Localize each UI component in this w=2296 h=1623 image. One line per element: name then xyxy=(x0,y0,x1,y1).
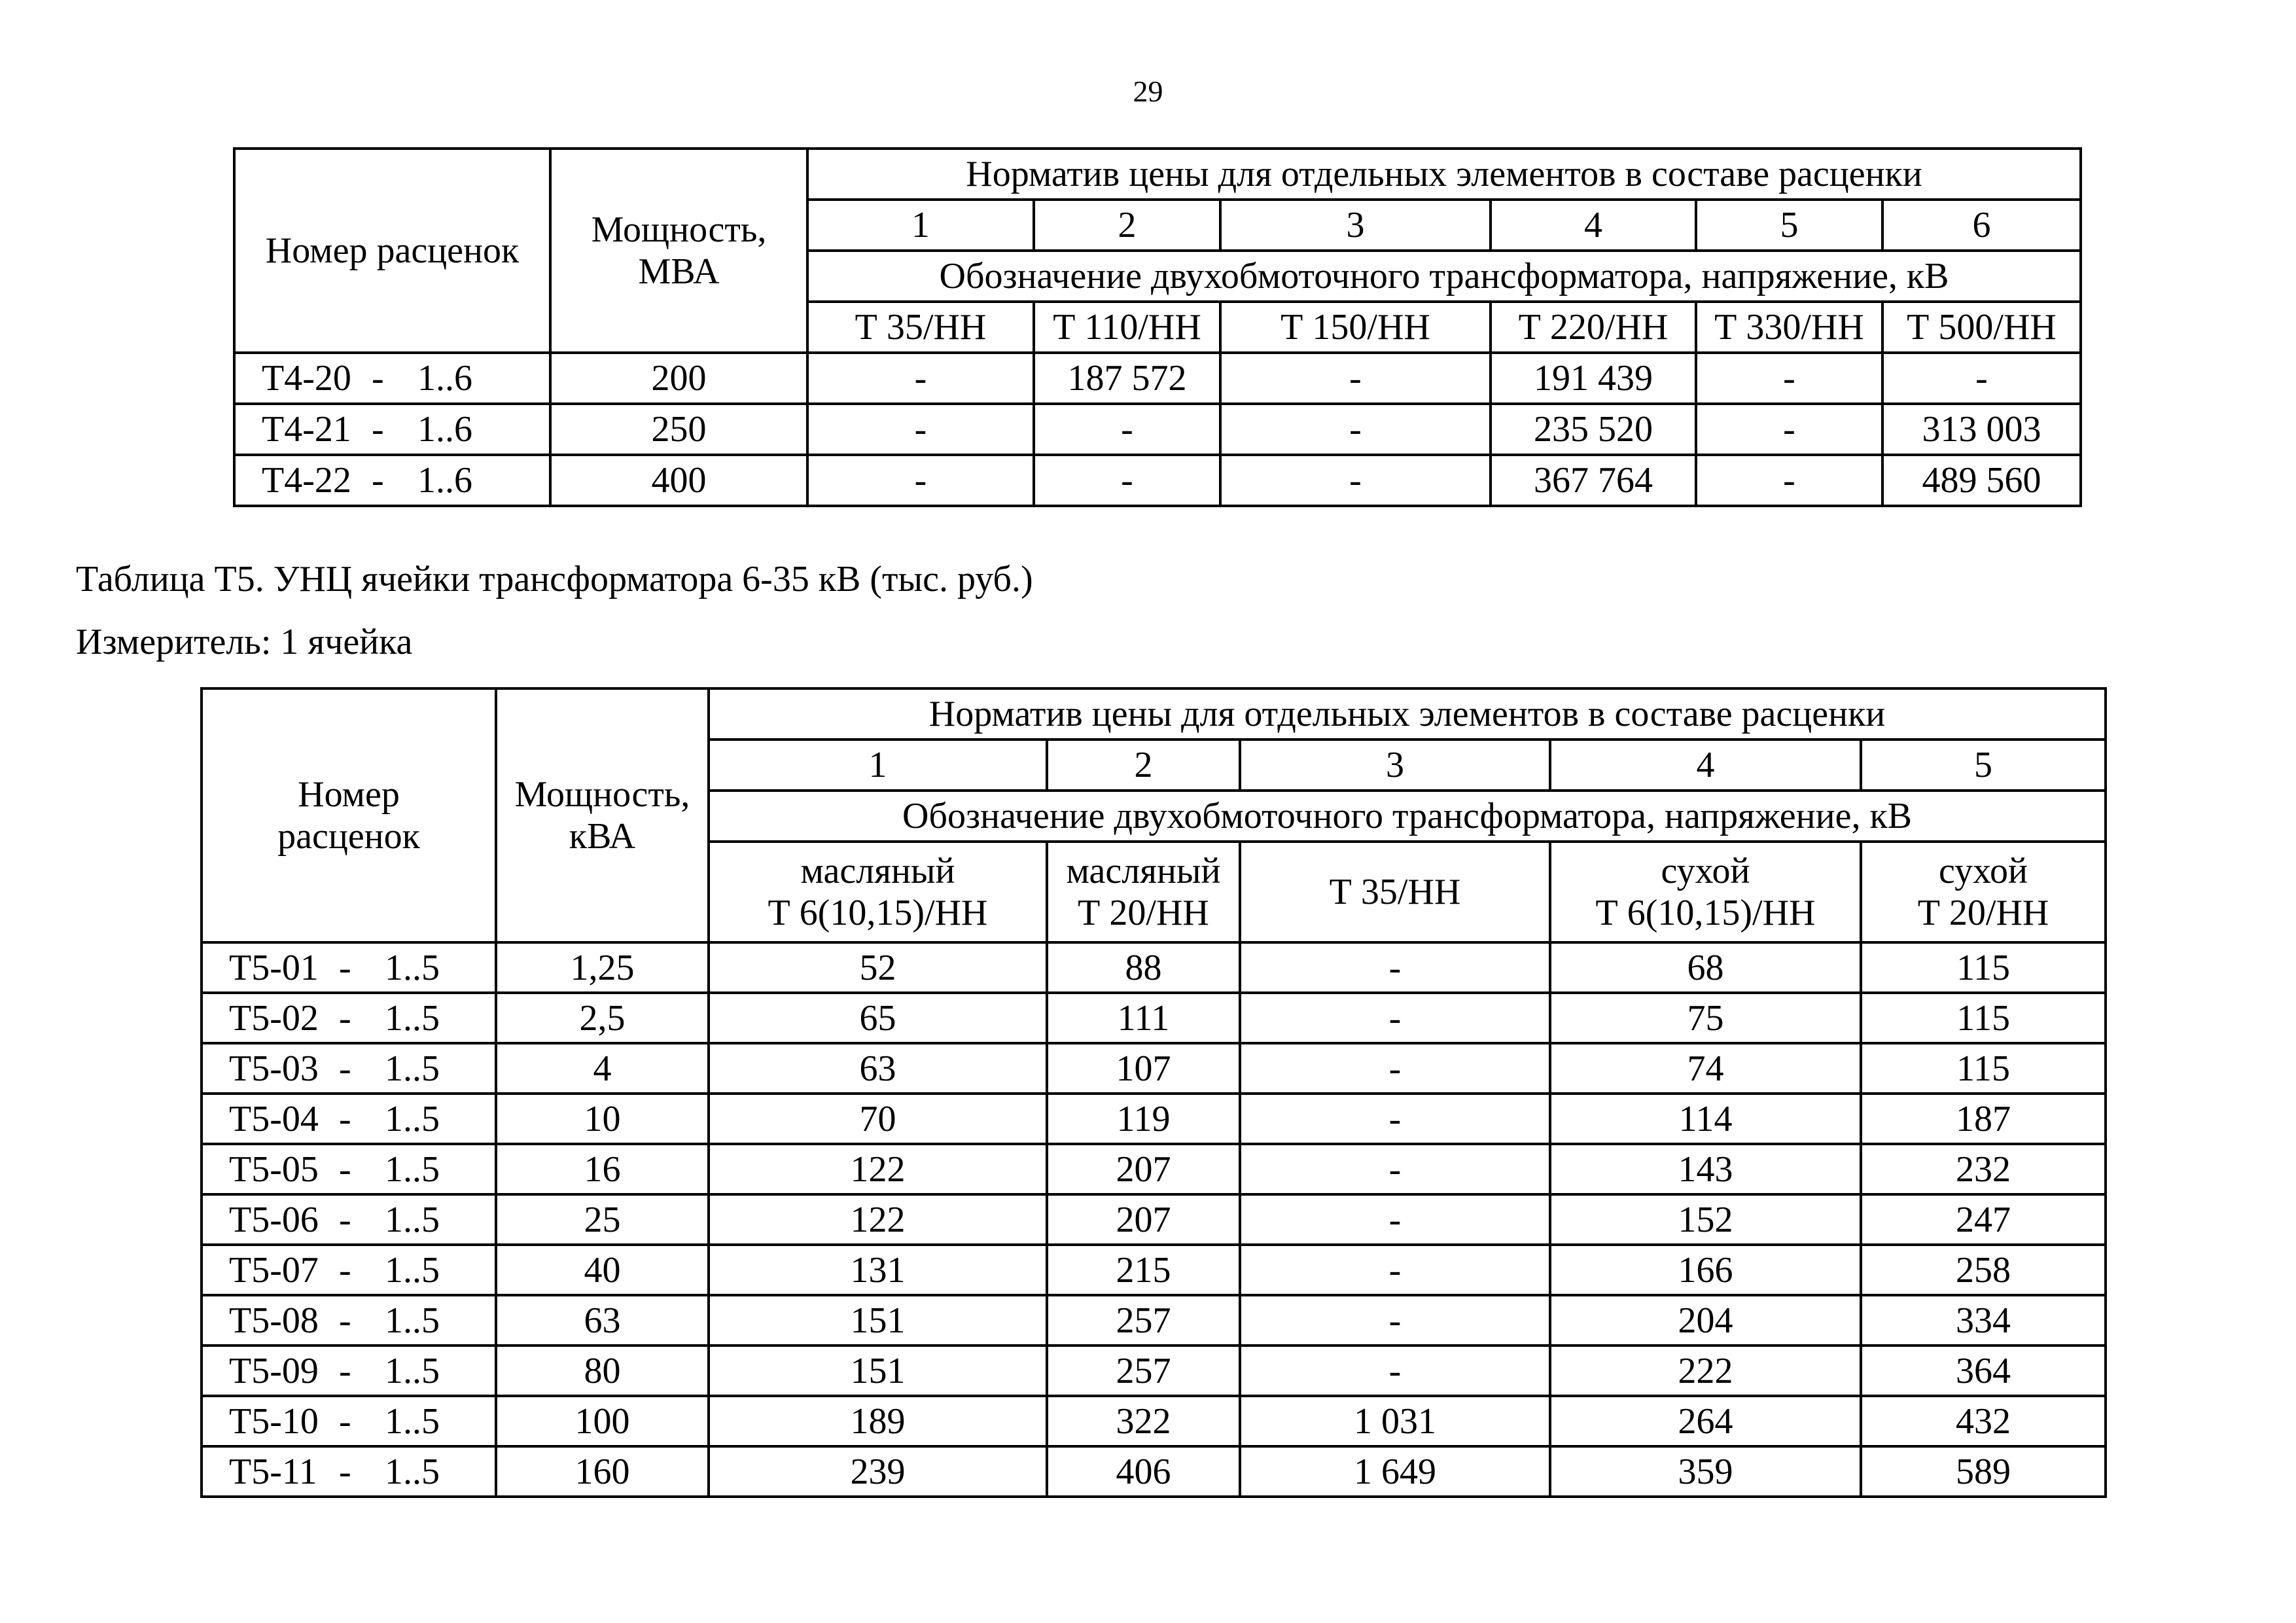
header-type: Т 150/НН xyxy=(1220,302,1491,353)
row-value: - xyxy=(1220,404,1491,455)
row-value: - xyxy=(1696,455,1882,506)
row-value: - xyxy=(1240,942,1550,993)
row-value: 334 xyxy=(1861,1295,2106,1346)
row-value: 122 xyxy=(709,1194,1047,1245)
row-value: 63 xyxy=(709,1043,1047,1094)
row-value: 152 xyxy=(1550,1194,1861,1245)
row-value: 313 003 xyxy=(1882,404,2081,455)
row-value: 88 xyxy=(1047,942,1240,993)
row-code-number: Т5-10 xyxy=(229,1400,319,1442)
header-code-line1: Номер xyxy=(298,774,400,815)
header-type xyxy=(709,842,1047,942)
row-value: 75 xyxy=(1550,993,1861,1043)
row-power: 25 xyxy=(496,1194,709,1245)
row-code-number: Т5-03 xyxy=(229,1048,319,1089)
header-power-unit: кВА xyxy=(569,816,636,857)
row-value: - xyxy=(1240,1295,1550,1346)
row-value: 151 xyxy=(709,1295,1047,1346)
table-row xyxy=(202,1346,2106,1396)
row-code xyxy=(202,1043,496,1094)
row-code-number: Т4-20 xyxy=(262,358,351,399)
header-group: Норматив цены для отдельных элементов в составе расценки xyxy=(807,149,2081,200)
row-code-separator: - xyxy=(372,409,384,450)
row-code-number: Т5-05 xyxy=(229,1149,319,1190)
row-power: 250 xyxy=(550,404,807,455)
header-power-line1: Мощность, xyxy=(514,774,690,815)
row-code xyxy=(202,1144,496,1194)
table-row xyxy=(234,353,2081,404)
header-type xyxy=(1240,842,1550,942)
row-power: 100 xyxy=(496,1396,709,1446)
table-row xyxy=(234,455,2081,506)
row-code-range: 1..5 xyxy=(385,1199,440,1240)
table-row xyxy=(202,1043,2106,1094)
header-element-number: 5 xyxy=(1861,740,2106,791)
table-t4-body xyxy=(234,353,2081,506)
row-code-range: 1..6 xyxy=(417,358,472,399)
row-value: 589 xyxy=(1861,1446,2106,1497)
row-code-separator: - xyxy=(339,1300,351,1341)
row-value: - xyxy=(1220,353,1491,404)
row-value: 115 xyxy=(1861,993,2106,1043)
row-value: 359 xyxy=(1550,1446,1861,1497)
row-value: 151 xyxy=(709,1346,1047,1396)
header-type-line2: Т 6(10,15)/НН xyxy=(768,893,988,933)
table-t5 xyxy=(200,687,2107,1498)
row-power: 2,5 xyxy=(496,993,709,1043)
header-element-number: 5 xyxy=(1696,200,1882,251)
header-type xyxy=(1047,842,1240,942)
row-value: - xyxy=(1240,1144,1550,1194)
header-type-line1: Т 35/НН xyxy=(1329,872,1461,912)
row-power: 10 xyxy=(496,1094,709,1144)
row-code-separator: - xyxy=(339,1199,351,1240)
row-value: 232 xyxy=(1861,1144,2106,1194)
row-value: 143 xyxy=(1550,1144,1861,1194)
row-value: - xyxy=(1220,455,1491,506)
row-code xyxy=(234,404,550,455)
row-value: 489 560 xyxy=(1882,455,2081,506)
header-type: Т 500/НН xyxy=(1882,302,2081,353)
row-code-separator: - xyxy=(339,1048,351,1089)
header-type: Т 35/НН xyxy=(807,302,1034,353)
row-value: - xyxy=(1240,1094,1550,1144)
row-code-range: 1..6 xyxy=(417,409,472,450)
header-type-line1: масляный xyxy=(1066,851,1221,891)
row-power: 4 xyxy=(496,1043,709,1094)
header-designation: Обозначение двухобмоточного трансформатора, напряжение, кВ xyxy=(709,791,2106,842)
row-value: 322 xyxy=(1047,1396,1240,1446)
row-code-separator: - xyxy=(372,460,384,501)
row-value: 115 xyxy=(1861,942,2106,993)
row-value: 235 520 xyxy=(1491,404,1696,455)
header-type-line1: сухой xyxy=(1661,851,1750,891)
row-code xyxy=(202,1446,496,1497)
row-code xyxy=(202,1245,496,1295)
row-code-range: 1..5 xyxy=(385,1350,440,1391)
row-value: 1 649 xyxy=(1240,1446,1550,1497)
row-value: 70 xyxy=(709,1094,1047,1144)
row-code-range: 1..5 xyxy=(385,997,440,1039)
row-value: 207 xyxy=(1047,1194,1240,1245)
header-type-line1: сухой xyxy=(1939,851,2028,891)
row-code xyxy=(234,353,550,404)
header-type: Т 330/НН xyxy=(1696,302,1882,353)
table-t4 xyxy=(233,147,2082,507)
row-value: 166 xyxy=(1550,1245,1861,1295)
table-row xyxy=(202,1446,2106,1497)
row-code xyxy=(234,455,550,506)
row-code-number: Т4-22 xyxy=(262,460,351,501)
table-row xyxy=(202,993,2106,1043)
row-value: 264 xyxy=(1550,1396,1861,1446)
header-designation: Обозначение двухобмоточного трансформатора, напряжение, кВ xyxy=(807,251,2081,302)
row-value: 257 xyxy=(1047,1295,1240,1346)
row-value: 107 xyxy=(1047,1043,1240,1094)
row-code-separator: - xyxy=(339,1098,351,1139)
header-type xyxy=(1550,842,1861,942)
row-code-separator: - xyxy=(339,1400,351,1442)
row-code-separator: - xyxy=(339,1451,351,1492)
row-value: - xyxy=(1696,404,1882,455)
row-value: 1 031 xyxy=(1240,1396,1550,1446)
row-code-number: Т5-02 xyxy=(229,997,319,1039)
row-code xyxy=(202,942,496,993)
row-value: 364 xyxy=(1861,1346,2106,1396)
row-value: 432 xyxy=(1861,1396,2106,1446)
row-code xyxy=(202,1346,496,1396)
header-power-line1: Мощность, xyxy=(591,209,767,250)
header-type: Т 220/НН xyxy=(1491,302,1696,353)
header-element-number: 6 xyxy=(1882,200,2081,251)
header-type: Т 110/НН xyxy=(1034,302,1220,353)
row-value: 187 xyxy=(1861,1094,2106,1144)
row-code-range: 1..5 xyxy=(385,1300,440,1341)
header-type-line2: Т 20/НН xyxy=(1917,893,2049,933)
table-row xyxy=(202,1194,2106,1245)
header-element-number: 3 xyxy=(1240,740,1550,791)
header-type-line2: Т 6(10,15)/НН xyxy=(1595,893,1816,933)
row-code-number: Т5-06 xyxy=(229,1199,319,1240)
row-code-separator: - xyxy=(339,947,351,988)
row-value: 222 xyxy=(1550,1346,1861,1396)
row-value: 189 xyxy=(709,1396,1047,1446)
row-code-range: 1..5 xyxy=(385,1451,440,1492)
row-code xyxy=(202,993,496,1043)
row-value: 114 xyxy=(1550,1094,1861,1144)
row-power: 16 xyxy=(496,1144,709,1194)
header-code xyxy=(202,688,496,942)
row-code-number: Т5-08 xyxy=(229,1300,319,1341)
row-value: 111 xyxy=(1047,993,1240,1043)
table-row xyxy=(202,1295,2106,1346)
row-code-separator: - xyxy=(339,1350,351,1391)
row-code-number: Т4-21 xyxy=(262,409,351,450)
table-t5-unit: Измеритель: 1 ячейка xyxy=(76,622,413,662)
row-code-range: 1..5 xyxy=(385,1249,440,1291)
row-value: 131 xyxy=(709,1245,1047,1295)
row-value: - xyxy=(1240,993,1550,1043)
header-code: Номер расценок xyxy=(234,149,550,353)
header-type xyxy=(1861,842,2106,942)
row-code-range: 1..5 xyxy=(385,1048,440,1089)
row-code-range: 1..5 xyxy=(385,1098,440,1139)
row-value: 247 xyxy=(1861,1194,2106,1245)
row-value: 215 xyxy=(1047,1245,1240,1295)
row-power: 160 xyxy=(496,1446,709,1497)
header-element-number: 1 xyxy=(709,740,1047,791)
row-code-range: 1..5 xyxy=(385,1149,440,1190)
row-code xyxy=(202,1094,496,1144)
row-value: 239 xyxy=(709,1446,1047,1497)
row-power: 400 xyxy=(550,455,807,506)
header-power xyxy=(496,688,709,942)
row-code-number: Т5-11 xyxy=(229,1451,317,1492)
header-group: Норматив цены для отдельных элементов в составе расценки xyxy=(709,688,2106,740)
header-code-line2: расценок xyxy=(277,816,420,857)
row-value: 204 xyxy=(1550,1295,1861,1346)
row-power: 63 xyxy=(496,1295,709,1346)
table-t5-caption: Таблица Т5. УНЦ ячейки трансформатора 6-35 кВ (тыс. руб.) xyxy=(76,559,1033,599)
row-value: - xyxy=(1696,353,1882,404)
row-value: - xyxy=(1240,1043,1550,1094)
table-row xyxy=(234,404,2081,455)
row-value: 258 xyxy=(1861,1245,2106,1295)
table-row xyxy=(202,1144,2106,1194)
row-value: - xyxy=(1882,353,2081,404)
header-element-number: 3 xyxy=(1220,200,1491,251)
row-value: - xyxy=(1034,455,1220,506)
row-value: 191 439 xyxy=(1491,353,1696,404)
row-power: 1,25 xyxy=(496,942,709,993)
header-power-unit: МВА xyxy=(638,251,720,292)
row-value: - xyxy=(807,404,1034,455)
row-code-separator: - xyxy=(339,1249,351,1291)
row-value: 367 764 xyxy=(1491,455,1696,506)
header-type-line1: масляный xyxy=(800,851,955,891)
row-code-range: 1..5 xyxy=(385,947,440,988)
row-code-number: Т5-01 xyxy=(229,947,319,988)
row-code xyxy=(202,1396,496,1446)
row-value: - xyxy=(1034,404,1220,455)
row-value: 187 572 xyxy=(1034,353,1220,404)
page-number: 29 xyxy=(1133,75,1163,108)
table-row xyxy=(202,1396,2106,1446)
row-code-separator: - xyxy=(372,358,384,399)
table-row xyxy=(202,1245,2106,1295)
header-type-line2: Т 20/НН xyxy=(1078,893,1209,933)
row-value: 74 xyxy=(1550,1043,1861,1094)
header-element-number: 4 xyxy=(1550,740,1861,791)
row-value: - xyxy=(1240,1346,1550,1396)
row-value: 207 xyxy=(1047,1144,1240,1194)
row-code-number: Т5-04 xyxy=(229,1098,319,1139)
row-value: 68 xyxy=(1550,942,1861,993)
row-value: 122 xyxy=(709,1144,1047,1194)
row-code-range: 1..5 xyxy=(385,1400,440,1442)
row-power: 200 xyxy=(550,353,807,404)
table-row xyxy=(202,1094,2106,1144)
table-t5-body xyxy=(202,942,2106,1497)
row-code-range: 1..6 xyxy=(417,460,472,501)
row-value: - xyxy=(1240,1245,1550,1295)
row-code xyxy=(202,1295,496,1346)
row-value: - xyxy=(1240,1194,1550,1245)
row-code xyxy=(202,1194,496,1245)
row-value: 115 xyxy=(1861,1043,2106,1094)
row-power: 40 xyxy=(496,1245,709,1295)
row-code-number: Т5-09 xyxy=(229,1350,319,1391)
table-row xyxy=(202,942,2106,993)
header-element-number: 4 xyxy=(1491,200,1696,251)
row-value: 257 xyxy=(1047,1346,1240,1396)
row-power: 80 xyxy=(496,1346,709,1396)
row-code-number: Т5-07 xyxy=(229,1249,319,1291)
row-value: 52 xyxy=(709,942,1047,993)
header-element-number: 2 xyxy=(1047,740,1240,791)
header-element-number: 2 xyxy=(1034,200,1220,251)
row-value: - xyxy=(807,353,1034,404)
header-power xyxy=(550,149,807,353)
header-element-number: 1 xyxy=(807,200,1034,251)
row-value: - xyxy=(807,455,1034,506)
row-value: 406 xyxy=(1047,1446,1240,1497)
row-value: 65 xyxy=(709,993,1047,1043)
row-code-separator: - xyxy=(339,997,351,1039)
row-code-separator: - xyxy=(339,1149,351,1190)
row-value: 119 xyxy=(1047,1094,1240,1144)
